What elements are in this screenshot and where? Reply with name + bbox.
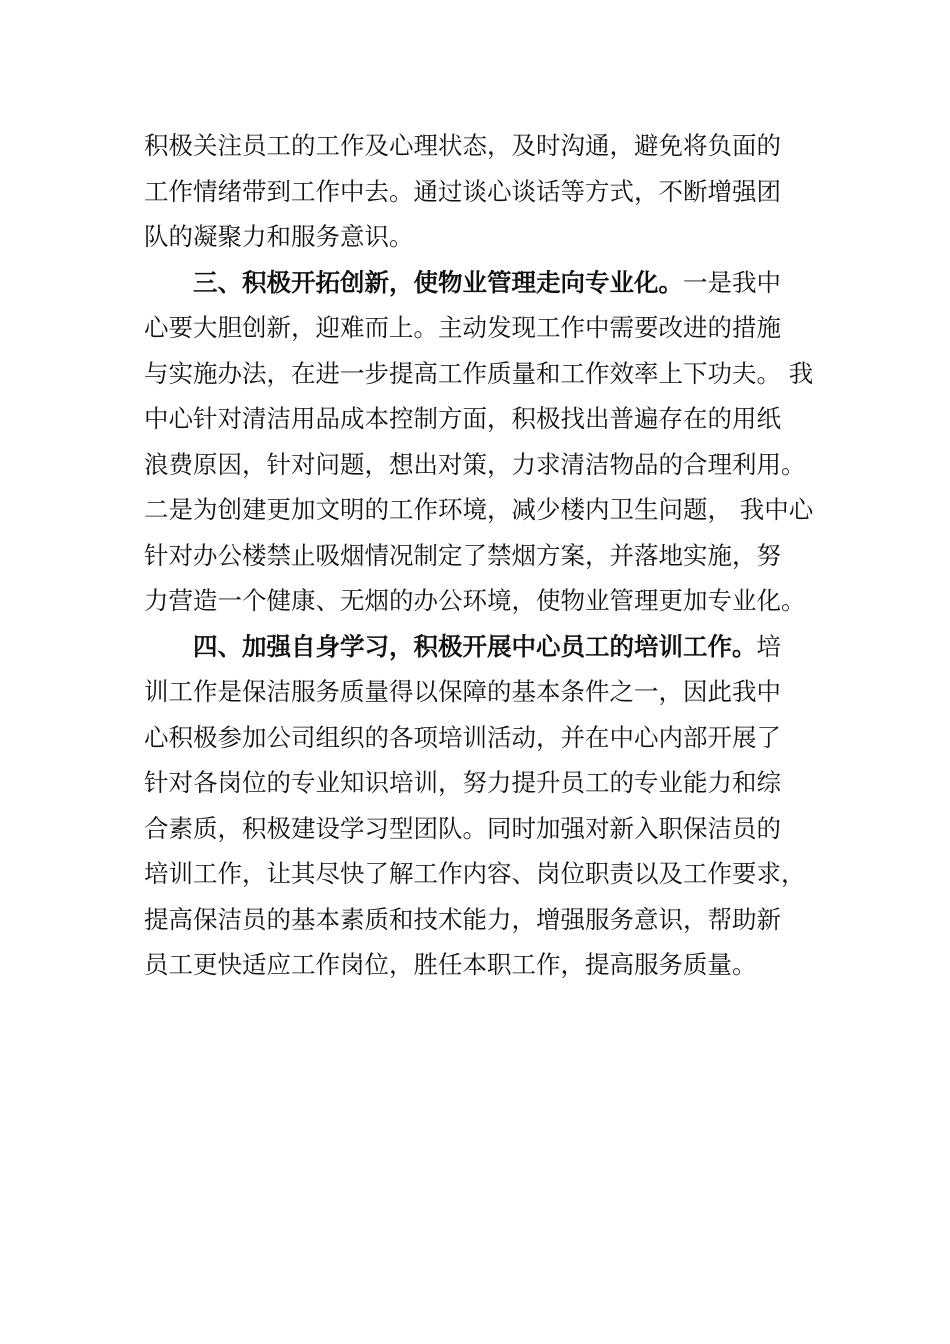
text-line: 培训工作，让其尽快了解工作内容、岗位职责以及工作要求， xyxy=(144,859,806,888)
section-three-heading: 三、积极开拓创新，使物业管理走向专业化。 xyxy=(193,267,683,297)
text-line: 工作情绪带到工作中去。通过谈心谈话等方式，不断增强团 xyxy=(144,176,781,206)
section-four-paragraph xyxy=(144,624,824,988)
section-four-first-line-text: 培 xyxy=(756,631,781,661)
text-line: 针对各岗位的专业知识培训，努力提升员工的专业能力和综 xyxy=(144,768,781,797)
section-four-heading: 四、加强自身学习，积极开展中心员工的培训工作。 xyxy=(193,631,757,661)
text-line: 与实施办法，在进一步提高工作质量和工作效率上下功夫。 我 xyxy=(144,358,814,388)
text-line: 心要大胆创新，迎难而上。主动发现工作中需要改进的措施 xyxy=(144,313,781,342)
text-line: 训工作是保洁服务质量得以保障的基本条件之一，因此我中 xyxy=(144,677,781,706)
text-line: 浪费原因，针对问题，想出对策，力求清洁物品的合理利用。 xyxy=(144,449,806,479)
document-body xyxy=(144,123,824,988)
text-line: 针对办公楼禁止吸烟情况制定了禁烟方案，并落地实施，努 xyxy=(144,540,781,570)
section-four-first-line xyxy=(144,624,824,670)
text-line: 积极关注员工的工作及心理状态，及时沟通，避免将负面的 xyxy=(144,131,781,160)
section-three-paragraph xyxy=(144,260,824,624)
text-line: 提高保洁员的基本素质和技术能力，增强服务意识，帮助新 xyxy=(144,904,781,934)
text-line: 心积极参加公司组织的各项培训活动，并在中心内部开展了 xyxy=(144,722,781,752)
section-three-first-line xyxy=(144,260,824,306)
text-line: 队的凝聚力和服务意识。 xyxy=(144,222,414,251)
paragraph-continuation xyxy=(144,123,824,260)
text-line: 力营造一个健康、无烟的办公环境，使物业管理更加专业化。 xyxy=(144,586,806,615)
text-line: 员工更快适应工作岗位，胜任本职工作，提高服务质量。 xyxy=(144,950,757,979)
section-three-first-line-text: 一是我中 xyxy=(683,267,781,297)
text-line: 二是为创建更加文明的工作环境，减少楼内卫生问题， 我中心 xyxy=(144,495,814,524)
text-line: 合素质，积极建设学习型团队。同时加强对新入职保洁员的 xyxy=(144,813,781,843)
text-line: 中心针对清洁用品成本控制方面，积极找出普遍存在的用纸 xyxy=(144,404,781,433)
